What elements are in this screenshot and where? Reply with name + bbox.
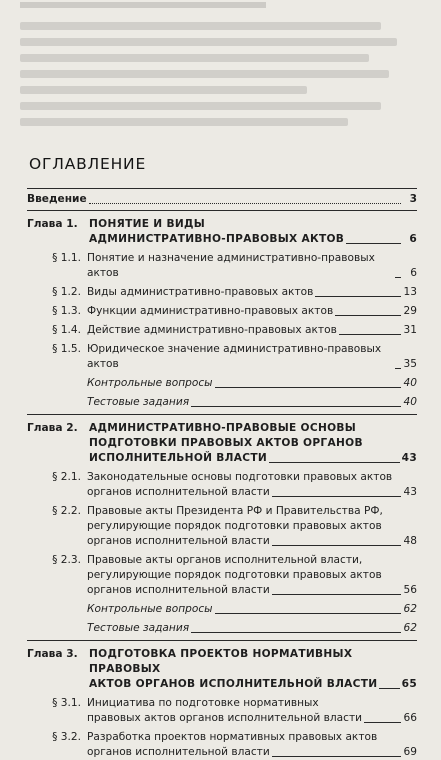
section-3-2[interactable]: § 3.2. Разработка проектов нормативных правовых актов органов исполнительной власти 69 [52,731,417,758]
bleed-through-text [20,0,430,130]
section-1-3[interactable]: § 1.3. Функции административно-правовых актов 29 [52,305,417,317]
chapter-title-last[interactable]: ИСПОЛНИТЕЛЬНОЙ ВЛАСТИ 43 [89,452,417,464]
chapter-title-line[interactable]: АДМИНИСТРАТИВНО-ПРАВОВЫЕ ОСНОВЫ [89,422,357,434]
chapter-title-line[interactable]: ПОДГОТОВКИ ПРАВОВЫХ АКТОВ ОРГАНОВ [89,437,363,449]
review-questions-link[interactable]: Контрольные вопросы 62 [87,603,417,615]
chapter-3 [27,647,417,760]
section-1-1[interactable]: § 1.1. Понятие и назначение административно-правовых актов 6 [52,252,417,279]
section-1-2[interactable]: § 1.2. Виды административно-правовых актов 13 [52,286,417,298]
chapter-page: 65 [401,678,417,690]
section-2-3[interactable]: § 2.3. Правовые акты органов исполнительной власти, регулирующие порядок подготовки правовых актов органов исполнительной власти 56 [52,554,417,596]
section-1-5[interactable]: § 1.5. Юридическое значение административно-правовых актов 35 [52,343,417,370]
intro-label: Введение [27,193,87,205]
section-1-4[interactable]: § 1.4. Действие административно-правовых актов 31 [52,324,417,336]
chapter-page: 43 [401,452,417,464]
chapter-title-last[interactable]: АДМИНИСТРАТИВНО-ПРАВОВЫХ АКТОВ 6 [89,233,417,245]
test-tasks-link[interactable]: Тестовые задания 62 [87,622,417,634]
section-2-1[interactable]: § 2.1. Законодательные основы подготовки правовых актов органов исполнительной власти 43 [52,471,417,498]
chapter-title-last[interactable]: АКТОВ ОРГАНОВ ИСПОЛНИТЕЛЬНОЙ ВЛАСТИ 65 [89,678,417,690]
page-title: ОГЛАВЛЕНИЕ [29,155,147,173]
chapter-title-line[interactable]: ПОДГОТОВКА ПРОЕКТОВ НОРМАТИВНЫХ ПРАВОВЫХ [89,648,353,675]
chapter-number: Глава 3. [27,648,78,660]
table-of-contents [27,188,417,760]
review-questions-link[interactable]: Контрольные вопросы 40 [87,377,417,389]
divider [27,640,417,641]
chapter-title-line[interactable]: ПОНЯТИЕ И ВИДЫ [89,218,206,230]
section-2-2[interactable]: § 2.2. Правовые акты Президента РФ и Правительства РФ, регулирующие порядок подготовки правовых актов органов исполнительной власти 48 [52,505,417,547]
chapter-page: 6 [409,233,417,245]
chapter-number: Глава 2. [27,422,78,434]
intro-page: 3 [409,193,417,205]
chapter-1 [27,217,417,415]
chapter-2 [27,421,417,641]
divider [27,414,417,415]
test-tasks-link[interactable]: Тестовые задания 40 [87,396,417,408]
section-3-1[interactable]: § 3.1. Инициатива по подготовке нормативных правовых актов органов исполнительной власти 66 [52,697,417,724]
chapter-number: Глава 1. [27,218,78,230]
toc-intro[interactable] [27,188,417,211]
